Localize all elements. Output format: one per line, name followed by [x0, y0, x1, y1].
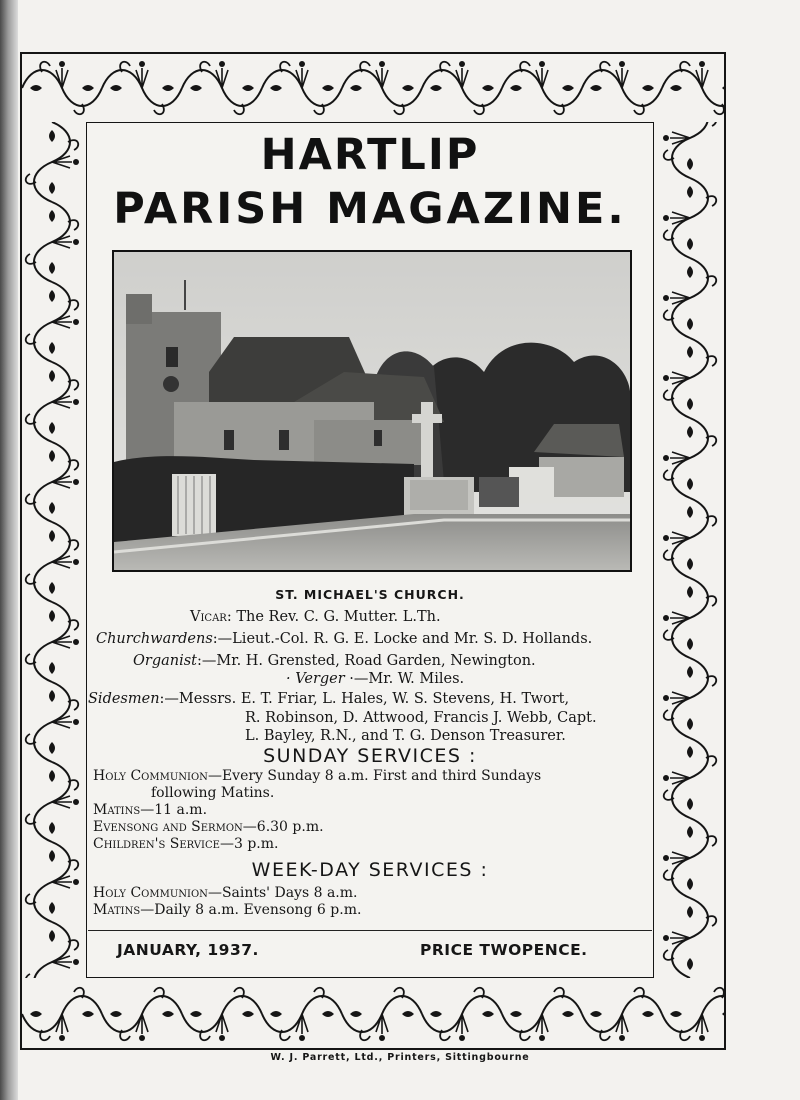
sunday-holy-communion-line1	[93, 768, 541, 784]
binding-shadow	[0, 0, 18, 1100]
bottom-ornament-band	[22, 980, 724, 1048]
sunday-holy-communion-label: Holy Communion	[93, 768, 208, 784]
sunday-holy-communion-value: —Every Sunday 8 a.m. First and third Sundays	[207, 768, 542, 784]
footer-rule	[88, 930, 652, 931]
childrens-service-value: —3 p.m.	[219, 836, 279, 852]
weekday-holy-communion-label: Holy Communion	[93, 885, 208, 901]
sidesmen-line2: R. Robinson, D. Attwood, Francis J. Webb, Capt.	[245, 710, 597, 726]
top-ornament-band	[22, 54, 724, 122]
sidesmen-label: Sidesmen	[88, 691, 160, 707]
weekday-holy-communion-line	[93, 885, 357, 901]
weekday-services-heading: WEEK-DAY SERVICES :	[251, 859, 489, 881]
churchwardens-value: :—Lieut.-Col. R. G. E. Locke and Mr. S. D. Hollands.	[212, 631, 593, 647]
evensong-line	[93, 819, 324, 835]
printer-imprint: W. J. Parrett, Ltd., Printers, Sittingbourne	[270, 1052, 530, 1063]
weekday-matins-label: Matins	[93, 902, 141, 918]
right-ornament-band	[656, 122, 724, 978]
magazine-title-line2: PARISH MAGAZINE.	[113, 184, 627, 234]
evensong-label: Evensong and Sermon	[93, 819, 243, 835]
sunday-matins-label: Matins	[93, 802, 141, 818]
sunday-matins-value: —11 a.m.	[140, 802, 208, 818]
organist-value: :—Mr. H. Grensted, Road Garden, Newington.	[197, 653, 536, 669]
church-photograph	[112, 250, 632, 572]
verger-value: ·—Mr. W. Miles.	[344, 671, 465, 687]
sidesmen-line1	[88, 691, 569, 707]
vicar-value: : The Rev. C. G. Mutter. L.Th.	[226, 609, 441, 625]
photo-caption: ST. MICHAEL'S CHURCH.	[275, 587, 465, 602]
issue-price: PRICE TWOPENCE.	[420, 941, 588, 959]
left-ornament-band	[22, 122, 86, 978]
vicar-line	[190, 609, 441, 625]
vicar-label: Vicar	[190, 609, 227, 625]
weekday-holy-communion-value: —Saints' Days 8 a.m.	[207, 885, 358, 901]
weekday-matins-line	[93, 902, 361, 918]
issue-date: JANUARY, 1937.	[117, 941, 259, 959]
organist-line	[133, 653, 536, 669]
childrens-service-label: Children's Service	[93, 836, 220, 852]
verger-label: · Verger	[286, 671, 345, 687]
sunday-matins-line	[93, 802, 207, 818]
childrens-service-line	[93, 836, 278, 852]
sidesmen-line3: L. Bayley, R.N., and T. G. Denson Treasurer.	[245, 728, 566, 744]
sunday-services-heading: SUNDAY SERVICES :	[263, 745, 477, 767]
weekday-matins-value: —Daily 8 a.m. Evensong 6 p.m.	[140, 902, 362, 918]
verger-line	[286, 671, 464, 687]
evensong-value: —6.30 p.m.	[242, 819, 324, 835]
churchwardens-label: Churchwardens	[96, 631, 213, 647]
magazine-title-line1: HARTLIP	[260, 130, 480, 180]
organist-label: Organist	[133, 653, 197, 669]
sunday-holy-communion-line2: following Matins.	[151, 785, 275, 801]
churchwardens-line	[96, 631, 592, 647]
sidesmen-value-1: :—Messrs. E. T. Friar, L. Hales, W. S. Stevens, H. Twort,	[159, 691, 570, 707]
